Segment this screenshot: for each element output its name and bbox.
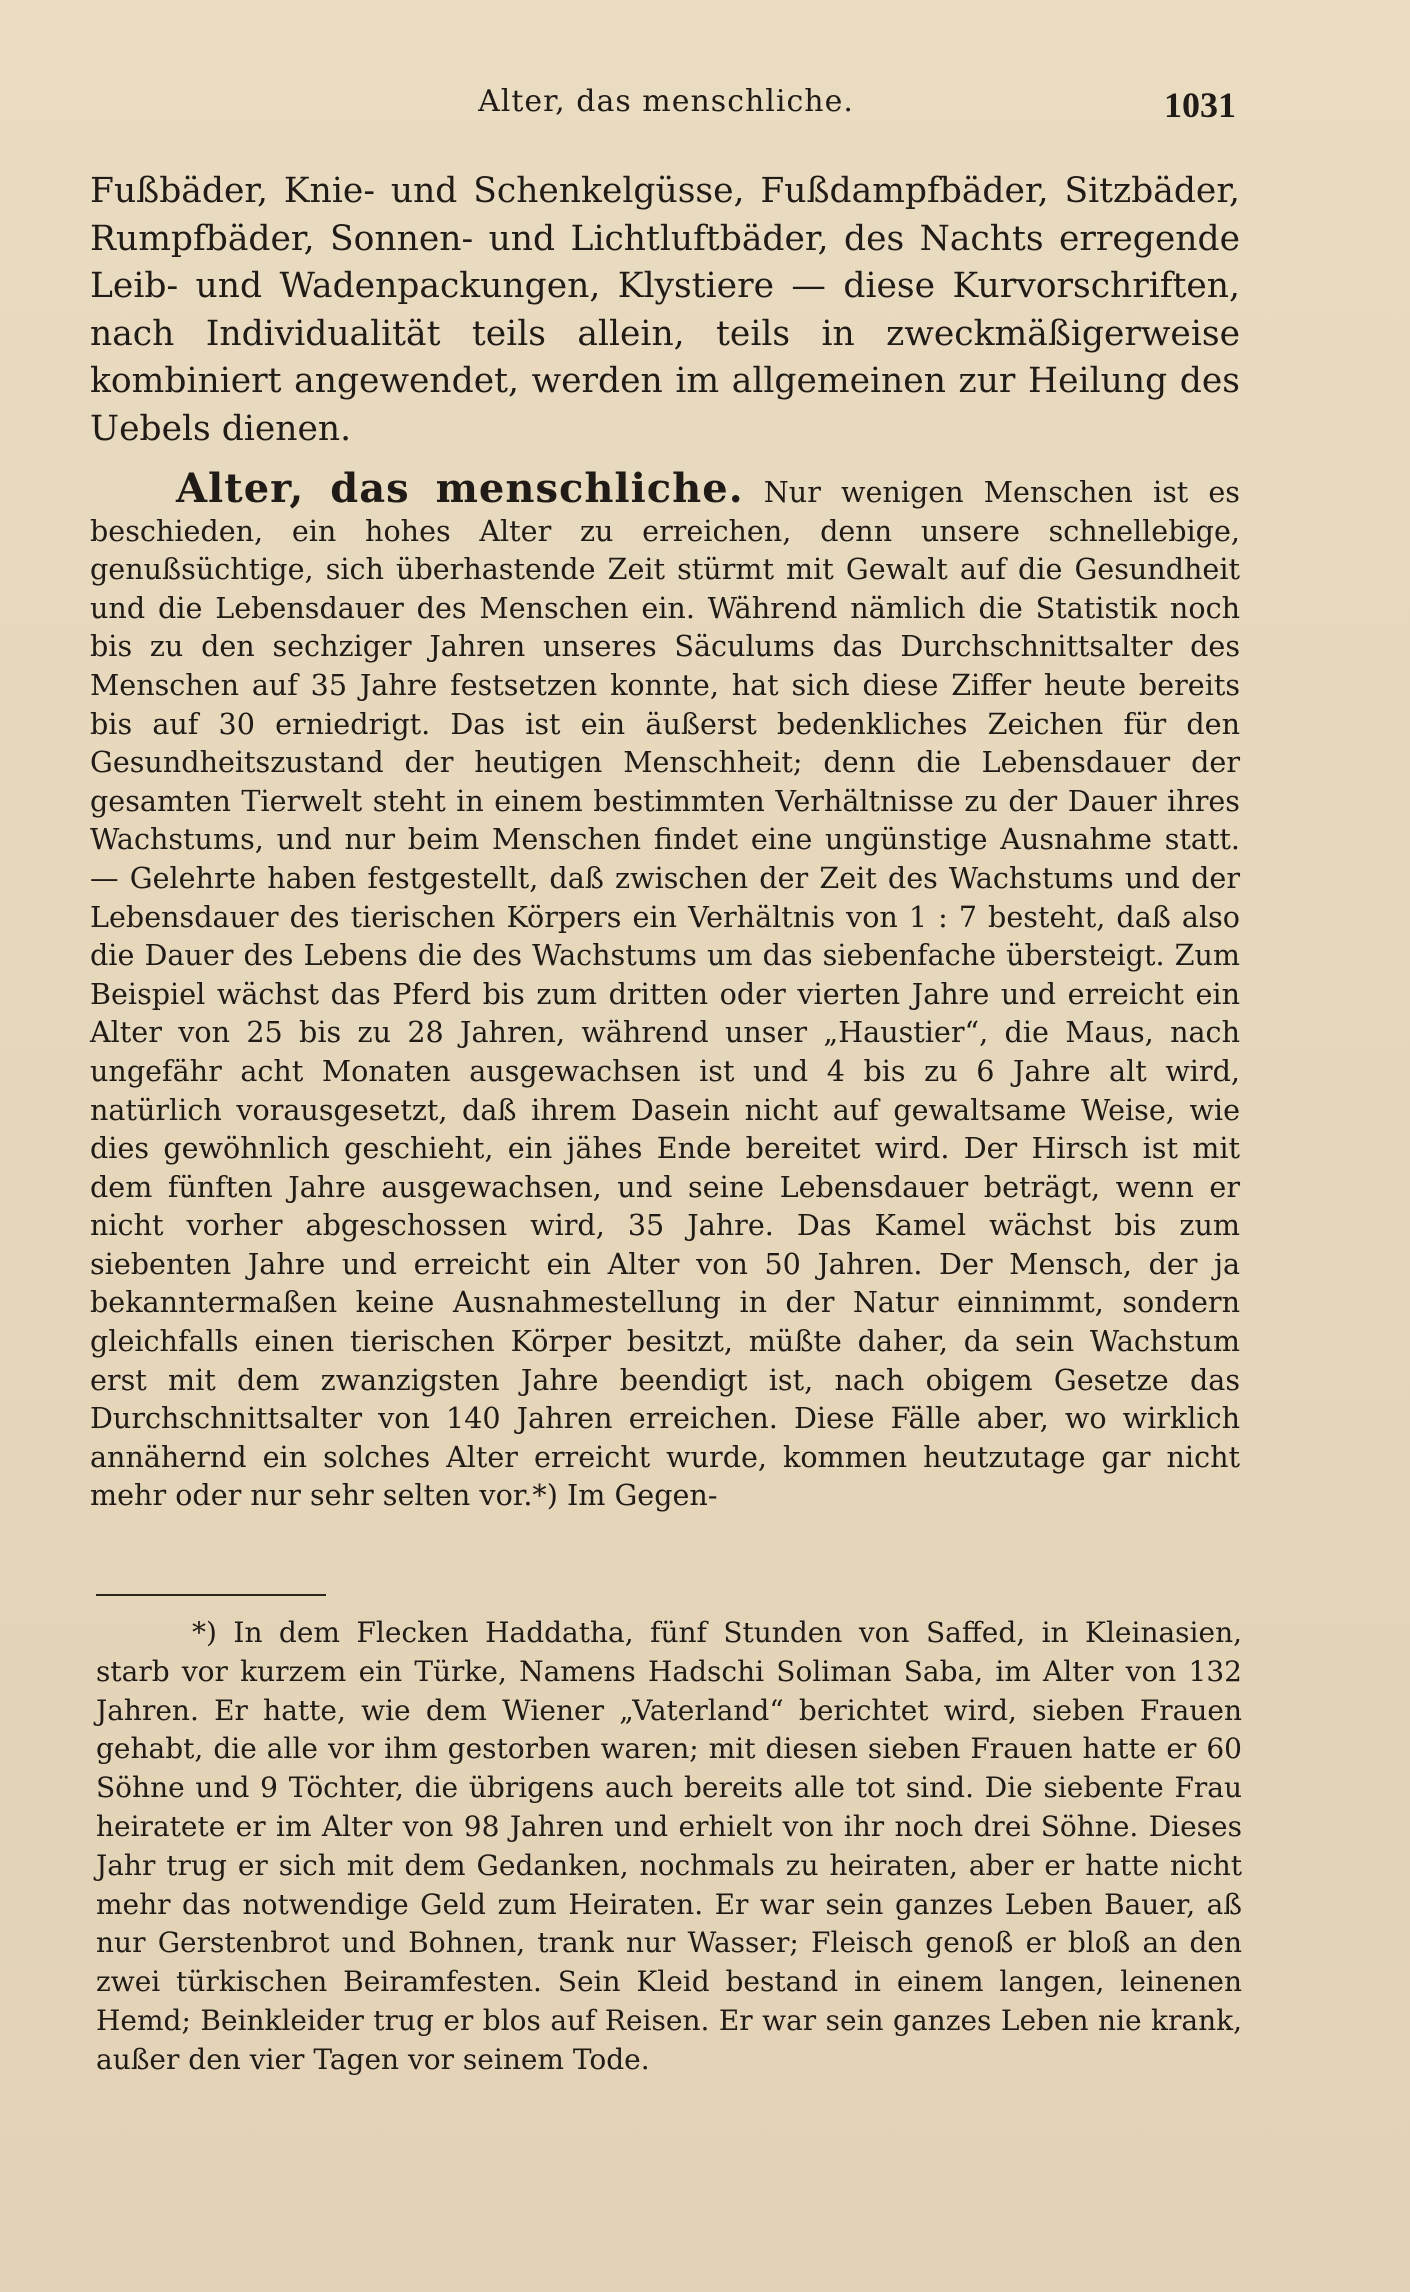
running-head: Alter, das menschliche.	[478, 84, 854, 119]
encyclopedia-entry	[90, 465, 1240, 1515]
page-number: 1031	[1164, 85, 1236, 125]
continuation-paragraph: Fußbäder, Knie- und Schenkelgüsse, Fußdampfbäder, Sitzbäder, Rumpfbäder, Sonnen- und Lichtluftbäder, des Nachts erregende Leib- und Wadenpackungen, Klystiere — diese Kurvorschriften, nach Individualität teils allein, teils in zweckmäßigerweise kombiniert angewendet, werden im allgemeinen zur Heilung des Uebels dienen.	[90, 171, 1240, 449]
entry-headword: Alter, das menschliche.	[176, 465, 744, 512]
footnote: *) In dem Flecken Haddatha, fünf Stunden von Saffed, in Kleinasien, starb vor kurzem ein Türke, Namens Hadschi Soliman Saba, im Alter von 132 Jahren. Er hatte, wie dem Wiener „Vaterland“ berichtet wird, sieben Frauen gehabt, die alle vor ihm gestorben waren; mit diesen sieben Frauen hatte er 60 Söhne und 9 Töchter, die übrigens auch bereits alle tot sind. Die siebente Frau heiratete er im Alter von 98 Jahren und erhielt von ihr noch drei Söhne. Dieses Jahr trug er sich mit dem Gedanken, nochmals zu heiraten, aber er hatte nicht mehr das notwendige Geld zum Heiraten. Er war sein ganzes Leben Bauer, aß nur Gerstenbrot und Bohnen, trank nur Wasser; Fleisch genoß er bloß an den zwei türkischen Beiramfesten. Sein Kleid bestand in einem langen, leinenen Hemd; Beinkleider trug er blos auf Reisen. Er war sein ganzes Leben nie krank, außer den vier Tagen vor seinem Tode.	[96, 1616, 1242, 2076]
page-header	[96, 84, 1236, 134]
footnote-separator	[96, 1594, 326, 1596]
entry-text: Nur wenigen Menschen ist es beschieden, ein hohes Alter zu erreichen, denn unsere schnellebige, genußsüchtige, sich überhastende Zeit stürmt mit Gewalt auf die Gesundheit und die Lebensdauer des Menschen ein. Während nämlich die Statistik noch bis zu den sechziger Jahren unseres Säculums das Durchschnittsalter des Menschen auf 35 Jahre festsetzen konnte, hat sich diese Ziffer heute bereits bis auf 30 erniedrigt. Das ist ein äußerst bedenkliches Zeichen für den Gesundheitszustand der heutigen Menschheit; denn die Lebensdauer der gesamten Tierwelt steht in einem bestimmten Verhältnisse zu der Dauer ihres Wachstums, und nur beim Menschen findet eine ungünstige Ausnahme statt. — Gelehrte haben festgestellt, daß zwischen der Zeit des Wachstums und der Lebensdauer des tierischen Körpers ein Verhältnis von 1 : 7 besteht, daß also die Dauer des Lebens die des Wachstums um das siebenfache übersteigt. Zum Beispiel wächst das Pferd bis zum dritten oder vierten Jahre und erreicht ein Alter von 25 bis zu 28 Jahren, während unser „Haustier“, die Maus, nach ungefähr acht Monaten ausgewachsen ist und 4 bis zu 6 Jahre alt wird, natürlich vorausgesetzt, daß ihrem Dasein nicht auf gewaltsame Weise, wie dies gewöhnlich geschieht, ein jähes Ende bereitet wird. Der Hirsch ist mit dem fünften Jahre ausgewachsen, und seine Lebensdauer beträgt, wenn er nicht vorher abgeschossen wird, 35 Jahre. Das Kamel wächst bis zum siebenten Jahre und erreicht ein Alter von 50 Jahren. Der Mensch, der ja bekanntermaßen keine Ausnahmestellung in der Natur einnimmt, sondern gleichfalls einen tierischen Körper besitzt, müßte daher, da sein Wachstum erst mit dem zwanzigsten Jahre beendigt ist, nach obigem Gesetze das Durchschnittsalter von 140 Jahren erreichen. Diese Fälle aber, wo wirklich annähernd ein solches Alter erreicht wurde, kommen heutzutage gar nicht mehr oder nur sehr selten vor.*) Im Gegen-	[90, 475, 1240, 1513]
